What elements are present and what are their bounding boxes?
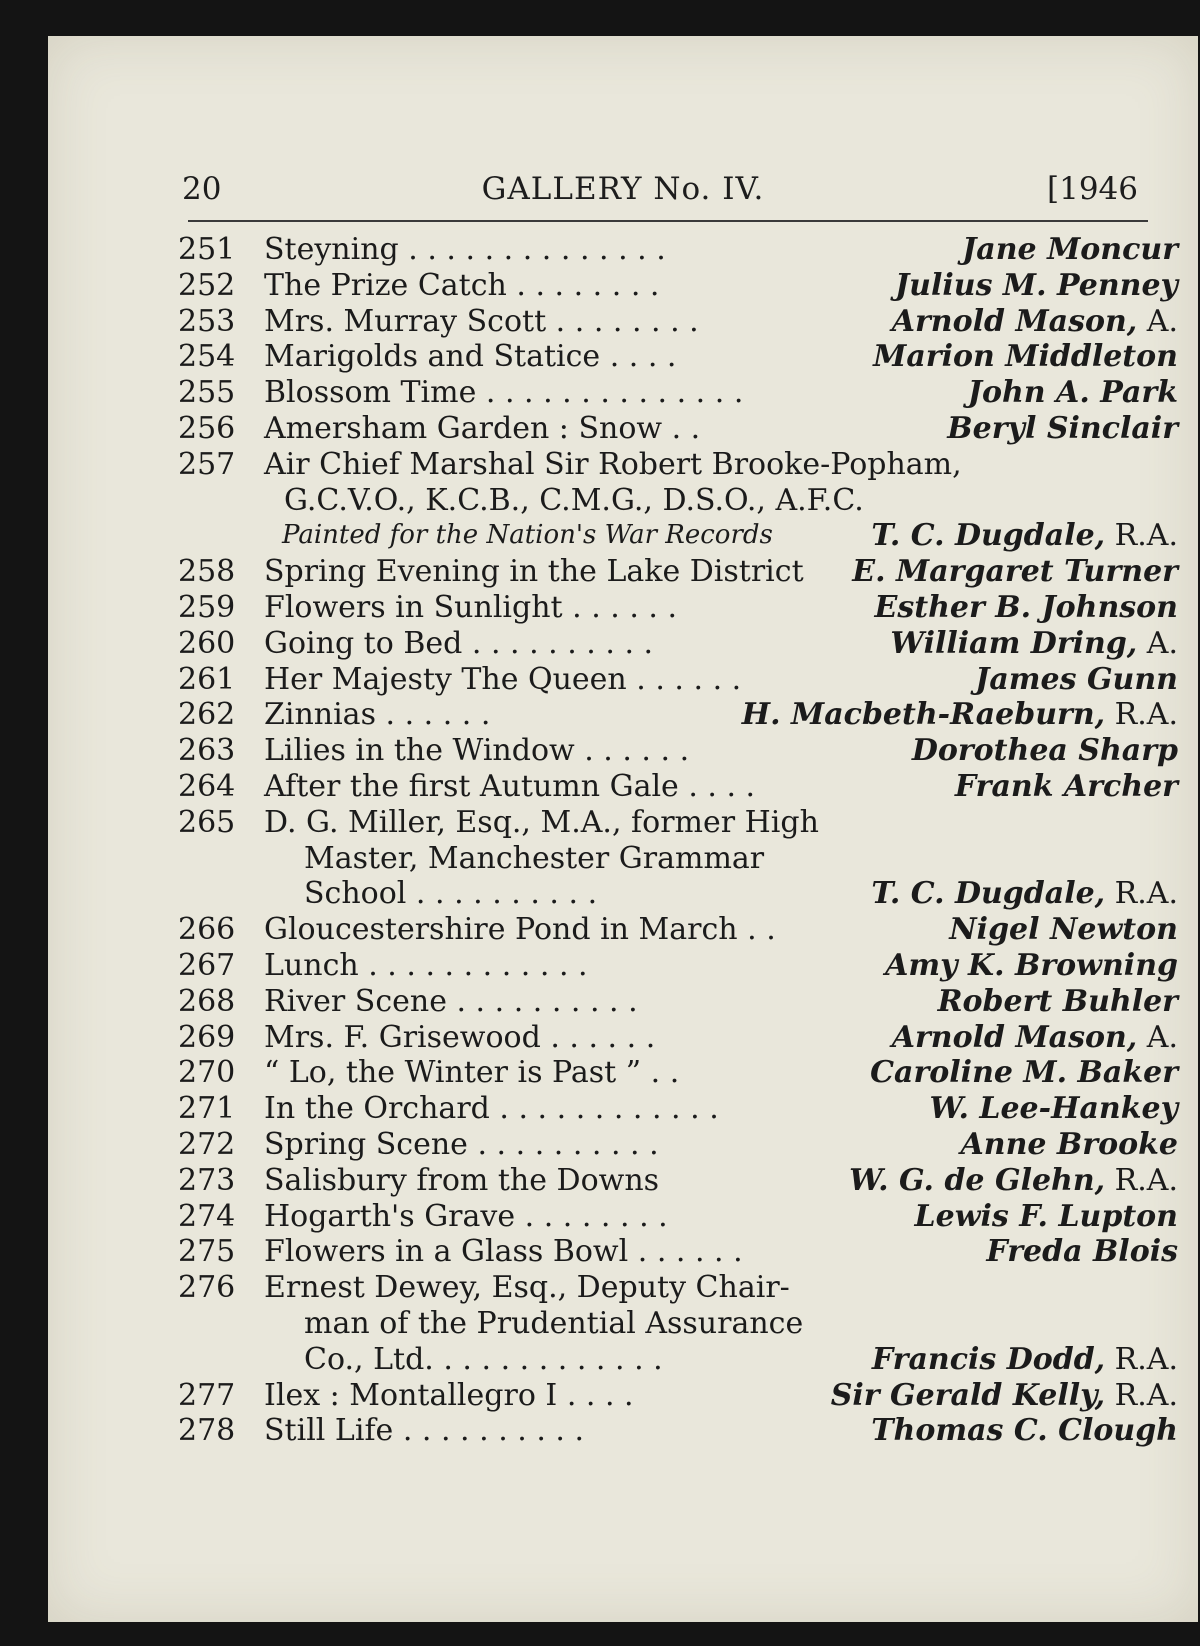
catalogue-entry	[178, 1020, 1178, 1056]
entry-number: 273	[178, 1162, 236, 1198]
entry-artist: T. C. Dugdale, R.A.	[871, 876, 1178, 912]
entry-artist: Anne Brooke	[960, 1126, 1178, 1162]
entry-number: 256	[178, 410, 236, 446]
entry-title: Spring Evening in the Lake District	[264, 554, 804, 590]
entry-number: 264	[178, 768, 236, 804]
catalogue-entry	[178, 769, 1178, 805]
entry-number: 262	[178, 697, 236, 733]
entry-title: Blossom Time . . . . . . . . . . . . . .	[264, 375, 744, 411]
entry-title: Zinnias . . . . . .	[264, 697, 491, 733]
entry-number: 257	[178, 446, 236, 482]
entry-number: 272	[178, 1126, 236, 1162]
catalogue-entry	[178, 1163, 1178, 1199]
entry-title: Mrs. F. Grisewood . . . . . .	[264, 1019, 656, 1055]
entry-number: 275	[178, 1234, 236, 1270]
catalogue-entry	[178, 483, 1178, 519]
entry-title: G.C.V.O., K.C.B., C.M.G., D.S.O., A.F.C.	[284, 482, 864, 518]
entry-title: man of the Prudential Assurance	[304, 1305, 804, 1341]
entries-list	[178, 232, 1178, 1449]
catalogue-entry	[178, 662, 1178, 698]
entry-number: 270	[178, 1055, 236, 1091]
entry-artist: Marion Middleton	[873, 339, 1178, 375]
entry-title: The Prize Catch . . . . . . . .	[264, 267, 660, 303]
entry-title: Marigolds and Statice . . . .	[264, 339, 677, 375]
catalogue-entry	[178, 733, 1178, 769]
entry-title: Gloucestershire Pond in March . .	[264, 912, 776, 948]
entry-title: Flowers in Sunlight . . . . . .	[264, 589, 678, 625]
entry-artist: Freda Blois	[986, 1234, 1178, 1270]
entry-number: 251	[178, 232, 236, 267]
artist-suffix: R.A.	[1105, 1162, 1178, 1198]
catalogue-entry	[178, 1055, 1178, 1091]
catalogue-entry	[178, 1091, 1178, 1127]
artist-suffix: A.	[1137, 303, 1178, 339]
catalogue-entry	[178, 1234, 1178, 1270]
artist-suffix: R.A.	[1105, 697, 1178, 733]
entry-number: 258	[178, 554, 236, 590]
entry-number: 255	[178, 375, 236, 411]
catalogue-entry	[178, 1342, 1178, 1378]
catalogue-entry	[178, 841, 1178, 877]
entry-title: After the first Autumn Gale . . . .	[264, 768, 756, 804]
entry-artist: William Dring, A.	[890, 625, 1178, 661]
entry-number: 260	[178, 625, 236, 661]
catalogue-entry	[178, 339, 1178, 375]
catalogue-entry	[178, 590, 1178, 626]
entry-artist: E. Margaret Turner	[852, 554, 1178, 590]
entry-title: Lilies in the Window . . . . . .	[264, 733, 690, 769]
entry-artist: T. C. Dugdale, R.A.	[871, 518, 1178, 554]
entry-title: Amersham Garden : Snow . .	[264, 410, 701, 446]
entry-title: Co., Ltd. . . . . . . . . . . . .	[304, 1341, 663, 1377]
entry-artist: Jane Moncur	[962, 232, 1178, 267]
entry-number: 263	[178, 733, 236, 769]
entry-artist: Julius M. Penney	[894, 267, 1178, 303]
entry-number: 278	[178, 1413, 236, 1449]
catalogue-entry	[178, 876, 1178, 912]
catalogue-entry	[178, 518, 1178, 554]
entry-title: School . . . . . . . . . .	[304, 876, 598, 912]
catalogue-entry	[178, 1270, 1178, 1306]
entry-artist: Francis Dodd, R.A.	[871, 1341, 1178, 1377]
catalogue-entry	[178, 1127, 1178, 1163]
entry-artist: Arnold Mason, A.	[891, 1019, 1178, 1055]
page-title: GALLERY No. IV.	[481, 171, 765, 207]
entry-title: D. G. Miller, Esq., M.A., former High	[264, 804, 819, 840]
catalogue-entry	[178, 411, 1178, 447]
entry-note: Painted for the Nation's War Records	[282, 520, 773, 551]
entry-artist: Beryl Sinclair	[947, 410, 1178, 446]
catalogue-entry	[178, 375, 1178, 411]
page-header	[48, 171, 1198, 211]
catalogue-entry	[178, 554, 1178, 590]
entry-number: 276	[178, 1270, 236, 1306]
catalogue-entry	[178, 1378, 1178, 1414]
entry-artist: Sir Gerald Kelly, R.A.	[830, 1377, 1178, 1413]
entry-number: 269	[178, 1019, 236, 1055]
entry-number: 259	[178, 589, 236, 625]
entry-title: River Scene . . . . . . . . . .	[264, 983, 638, 1019]
entry-number: 265	[178, 804, 236, 840]
artist-suffix: A.	[1137, 1019, 1178, 1055]
entry-number: 271	[178, 1091, 236, 1127]
catalogue-entry	[178, 626, 1178, 662]
entry-title: Ilex : Montallegro I . . . .	[264, 1377, 634, 1413]
entry-number: 252	[178, 267, 236, 303]
catalogue-entry	[178, 984, 1178, 1020]
header-rule	[188, 220, 1148, 222]
entry-title: In the Orchard . . . . . . . . . . . .	[264, 1091, 719, 1127]
entry-artist: W. Lee-Hankey	[929, 1091, 1178, 1127]
catalogue-entry	[178, 1413, 1178, 1449]
entry-title: Flowers in a Glass Bowl . . . . . .	[264, 1234, 743, 1270]
entry-number: 268	[178, 983, 236, 1019]
catalogue-entry	[178, 1199, 1178, 1235]
entry-artist: Thomas C. Clough	[871, 1413, 1178, 1449]
catalogue-entry	[178, 805, 1178, 841]
page-number: 20	[182, 171, 222, 207]
entry-title: Spring Scene . . . . . . . . . .	[264, 1126, 659, 1162]
entry-title: Going to Bed . . . . . . . . . .	[264, 625, 654, 661]
catalogue-entry	[178, 912, 1178, 948]
entry-title: “ Lo, the Winter is Past ” . .	[264, 1055, 680, 1091]
catalogue-entry	[178, 232, 1178, 268]
entry-artist: Frank Archer	[954, 768, 1178, 804]
entry-number: 277	[178, 1377, 236, 1413]
catalogue-entry	[178, 304, 1178, 340]
entry-artist: Lewis F. Lupton	[914, 1198, 1178, 1234]
artist-suffix: R.A.	[1105, 876, 1178, 912]
catalogue-page	[48, 36, 1198, 1622]
page-year: [1946	[1047, 171, 1138, 207]
entry-artist: James Gunn	[975, 661, 1178, 697]
entry-artist: Esther B. Johnson	[874, 589, 1178, 625]
entry-artist: W. G. de Glehn, R.A.	[849, 1162, 1178, 1198]
catalogue-entry	[178, 948, 1178, 984]
entry-title: Her Majesty The Queen . . . . . .	[264, 661, 742, 697]
entry-title: Mrs. Murray Scott . . . . . . . .	[264, 303, 699, 339]
entry-artist: Arnold Mason, A.	[891, 303, 1178, 339]
entry-title: Still Life . . . . . . . . . .	[264, 1413, 585, 1449]
entry-title: Lunch . . . . . . . . . . . .	[264, 947, 588, 983]
entry-title: Salisbury from the Downs	[264, 1162, 660, 1198]
entry-artist: Nigel Newton	[949, 912, 1178, 948]
entry-artist: Caroline M. Baker	[870, 1055, 1178, 1091]
entry-artist: H. Macbeth-Raeburn, R.A.	[741, 697, 1178, 733]
entry-number: 253	[178, 303, 236, 339]
entry-title: Air Chief Marshal Sir Robert Brooke-Popham,	[264, 446, 962, 482]
catalogue-entry	[178, 447, 1178, 483]
catalogue-entry	[178, 1306, 1178, 1342]
entry-title: Master, Manchester Grammar	[304, 840, 765, 876]
entry-number: 261	[178, 661, 236, 697]
entry-artist: Amy K. Browning	[885, 947, 1178, 983]
artist-suffix: R.A.	[1105, 518, 1178, 554]
entry-artist: Dorothea Sharp	[911, 733, 1178, 769]
catalogue-entry	[178, 268, 1178, 304]
entry-title: Steyning . . . . . . . . . . . . . .	[264, 232, 666, 267]
artist-suffix: R.A.	[1105, 1377, 1178, 1413]
artist-suffix: A.	[1137, 625, 1178, 661]
catalogue-entry	[178, 697, 1178, 733]
entry-title: Hogarth's Grave . . . . . . . .	[264, 1198, 668, 1234]
entry-title: Ernest Dewey, Esq., Deputy Chair-	[264, 1270, 790, 1306]
entry-number: 254	[178, 339, 236, 375]
entry-number: 266	[178, 912, 236, 948]
entry-number: 267	[178, 947, 236, 983]
artist-suffix: R.A.	[1105, 1341, 1178, 1377]
entry-artist: John A. Park	[967, 375, 1178, 411]
entry-number: 274	[178, 1198, 236, 1234]
entry-artist: Robert Buhler	[937, 983, 1178, 1019]
